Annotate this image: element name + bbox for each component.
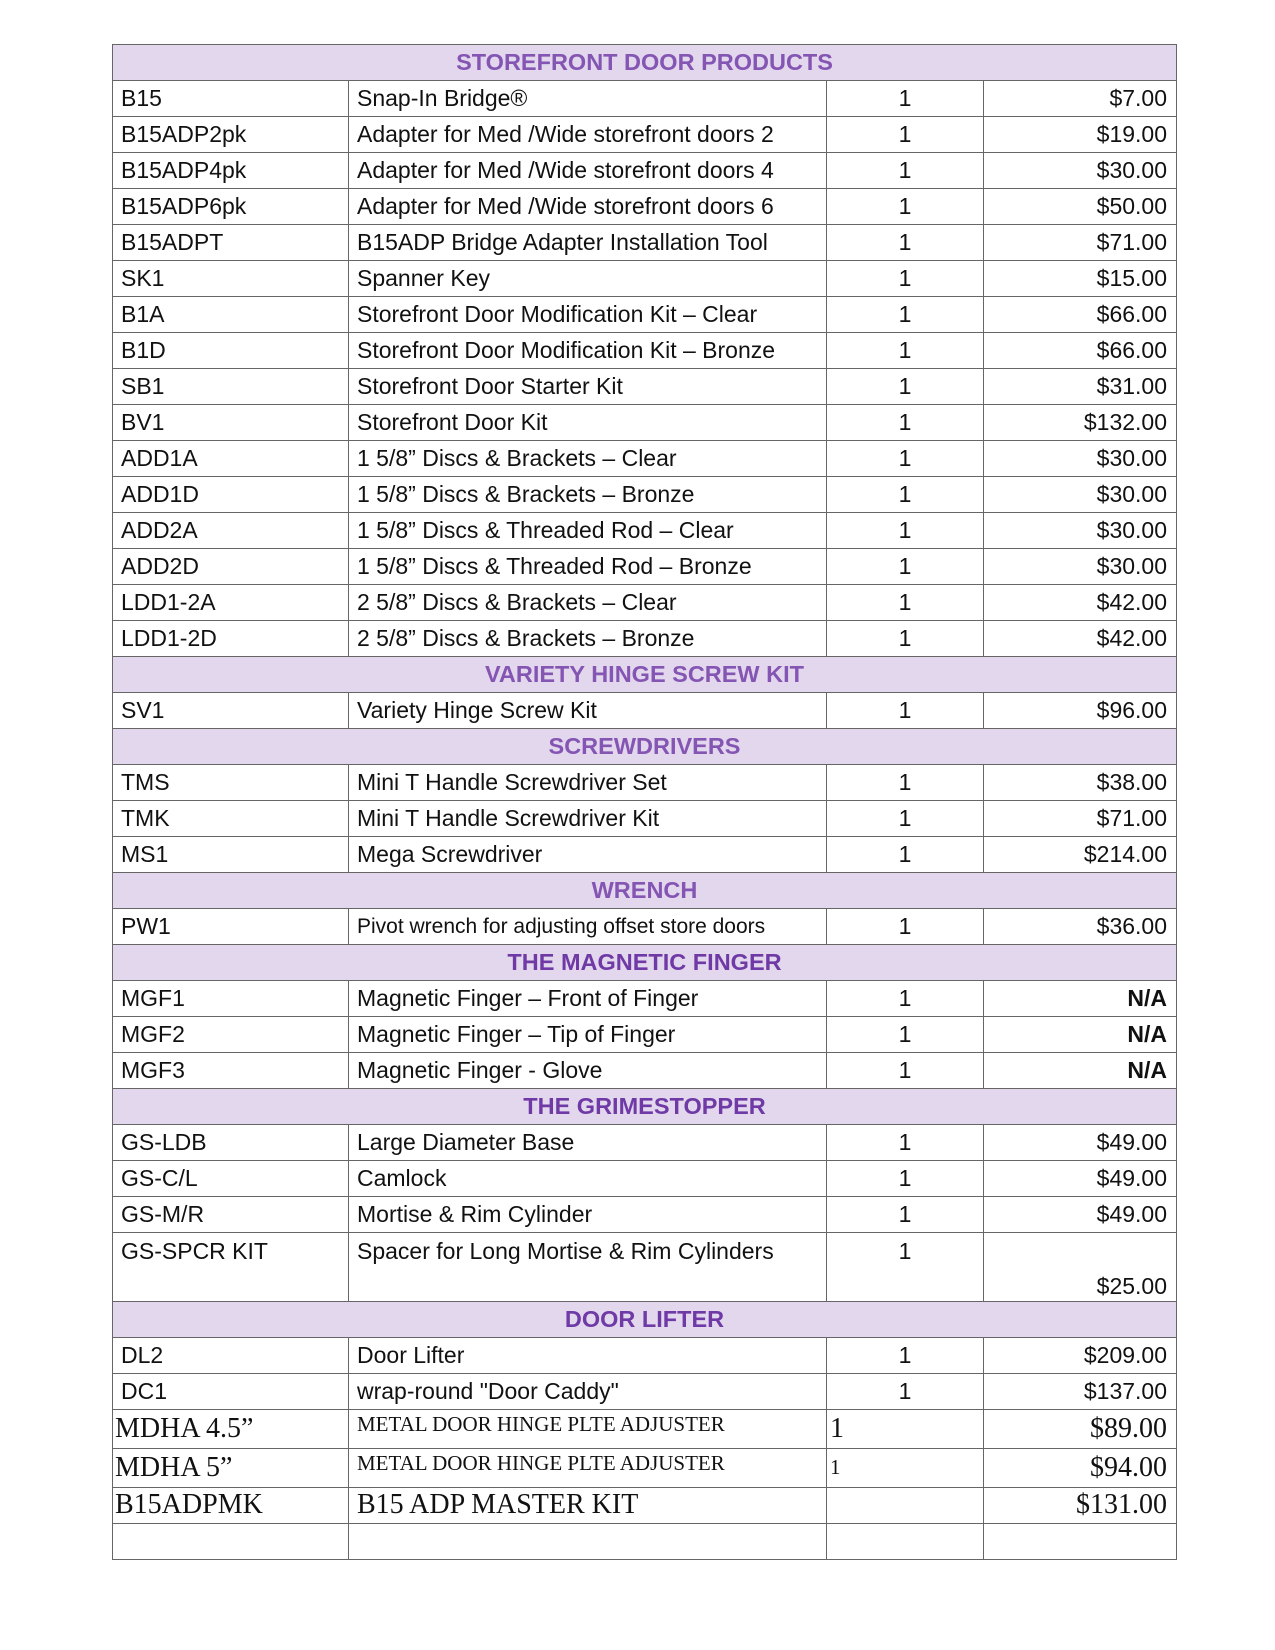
item-price: $30.00 bbox=[984, 513, 1177, 549]
price-list-document bbox=[112, 44, 1176, 1560]
item-qty: 1 bbox=[827, 693, 984, 729]
item-qty: 1 bbox=[827, 81, 984, 117]
table-row bbox=[113, 585, 1177, 621]
item-qty: 1 bbox=[827, 117, 984, 153]
item-qty: 1 bbox=[827, 801, 984, 837]
item-price: $30.00 bbox=[984, 153, 1177, 189]
section-header bbox=[113, 729, 1177, 765]
item-description: Spacer for Long Mortise & Rim Cylinders bbox=[349, 1233, 827, 1302]
item-code: B15ADPMK bbox=[113, 1488, 349, 1524]
item-price: $30.00 bbox=[984, 441, 1177, 477]
item-price: $25.00 bbox=[984, 1233, 1177, 1302]
item-qty: 1 bbox=[827, 585, 984, 621]
item-qty bbox=[827, 1488, 984, 1524]
item-qty: 1 bbox=[827, 1053, 984, 1089]
item-code: MS1 bbox=[113, 837, 349, 873]
table-row bbox=[113, 1488, 1177, 1524]
table-row bbox=[113, 549, 1177, 585]
item-description: Adapter for Med /Wide storefront doors 2 bbox=[349, 117, 827, 153]
item-code: MGF3 bbox=[113, 1053, 349, 1089]
item-price: $7.00 bbox=[984, 81, 1177, 117]
item-price: $36.00 bbox=[984, 909, 1177, 945]
item-price: $15.00 bbox=[984, 261, 1177, 297]
table-row bbox=[113, 1410, 1177, 1449]
item-price: $30.00 bbox=[984, 477, 1177, 513]
table-row bbox=[113, 981, 1177, 1017]
table-row bbox=[113, 1449, 1177, 1488]
item-code: LDD1-2A bbox=[113, 585, 349, 621]
item-price: $31.00 bbox=[984, 369, 1177, 405]
table-row bbox=[113, 225, 1177, 261]
item-description: Mega Screwdriver bbox=[349, 837, 827, 873]
item-qty: 1 bbox=[827, 1449, 984, 1488]
section-header bbox=[113, 945, 1177, 981]
item-description: Mini T Handle Screwdriver Set bbox=[349, 765, 827, 801]
table-row bbox=[113, 189, 1177, 225]
item-qty: 1 bbox=[827, 1374, 984, 1410]
table-row bbox=[113, 693, 1177, 729]
item-description: 2 5/8” Discs & Brackets – Clear bbox=[349, 585, 827, 621]
table-row bbox=[113, 1338, 1177, 1374]
item-qty: 1 bbox=[827, 1017, 984, 1053]
item-description: 1 5/8” Discs & Threaded Rod – Clear bbox=[349, 513, 827, 549]
item-description: Magnetic Finger – Front of Finger bbox=[349, 981, 827, 1017]
item-code: B15ADP2pk bbox=[113, 117, 349, 153]
item-code: MDHA 5” bbox=[113, 1449, 349, 1488]
item-description: Storefront Door Kit bbox=[349, 405, 827, 441]
item-price: $71.00 bbox=[984, 225, 1177, 261]
section-title: THE GRIMESTOPPER bbox=[113, 1089, 1177, 1125]
table-row bbox=[113, 1053, 1177, 1089]
item-code: B1D bbox=[113, 333, 349, 369]
item-code: B15ADP4pk bbox=[113, 153, 349, 189]
item-price: $96.00 bbox=[984, 693, 1177, 729]
item-qty: 1 bbox=[827, 225, 984, 261]
item-price: $49.00 bbox=[984, 1161, 1177, 1197]
item-description: 1 5/8” Discs & Threaded Rod – Bronze bbox=[349, 549, 827, 585]
item-code: BV1 bbox=[113, 405, 349, 441]
empty-cell bbox=[984, 1524, 1177, 1560]
item-description: Adapter for Med /Wide storefront doors 6 bbox=[349, 189, 827, 225]
item-code: ADD1D bbox=[113, 477, 349, 513]
section-title: THE MAGNETIC FINGER bbox=[113, 945, 1177, 981]
table-row bbox=[113, 477, 1177, 513]
item-description: Storefront Door Starter Kit bbox=[349, 369, 827, 405]
section-header bbox=[113, 657, 1177, 693]
item-description: Magnetic Finger – Tip of Finger bbox=[349, 1017, 827, 1053]
item-description: Snap-In Bridge® bbox=[349, 81, 827, 117]
section-header bbox=[113, 1302, 1177, 1338]
item-description: 1 5/8” Discs & Brackets – Clear bbox=[349, 441, 827, 477]
item-code: ADD2A bbox=[113, 513, 349, 549]
table-row bbox=[113, 1161, 1177, 1197]
item-qty: 1 bbox=[827, 477, 984, 513]
table-row bbox=[113, 1197, 1177, 1233]
item-price: $38.00 bbox=[984, 765, 1177, 801]
section-title: STOREFRONT DOOR PRODUCTS bbox=[113, 45, 1177, 81]
table-row bbox=[113, 1125, 1177, 1161]
item-price: $137.00 bbox=[984, 1374, 1177, 1410]
item-price: $30.00 bbox=[984, 549, 1177, 585]
item-code: PW1 bbox=[113, 909, 349, 945]
item-price: $94.00 bbox=[984, 1449, 1177, 1488]
item-description: B15ADP Bridge Adapter Installation Tool bbox=[349, 225, 827, 261]
section-header bbox=[113, 45, 1177, 81]
empty-cell bbox=[113, 1524, 349, 1560]
item-code: DC1 bbox=[113, 1374, 349, 1410]
item-description: Storefront Door Modification Kit – Clear bbox=[349, 297, 827, 333]
section-title: VARIETY HINGE SCREW KIT bbox=[113, 657, 1177, 693]
table-row bbox=[113, 1233, 1177, 1302]
table-row bbox=[113, 441, 1177, 477]
table-row bbox=[113, 837, 1177, 873]
item-description: Mortise & Rim Cylinder bbox=[349, 1197, 827, 1233]
item-price: N/A bbox=[984, 1017, 1177, 1053]
item-price: $209.00 bbox=[984, 1338, 1177, 1374]
item-qty: 1 bbox=[827, 1125, 984, 1161]
item-price: N/A bbox=[984, 981, 1177, 1017]
table-row bbox=[113, 621, 1177, 657]
section-title: DOOR LIFTER bbox=[113, 1302, 1177, 1338]
item-price: $49.00 bbox=[984, 1125, 1177, 1161]
item-code: SV1 bbox=[113, 693, 349, 729]
item-code: ADD1A bbox=[113, 441, 349, 477]
item-description: Adapter for Med /Wide storefront doors 4 bbox=[349, 153, 827, 189]
item-qty: 1 bbox=[827, 1410, 984, 1449]
table-row bbox=[113, 81, 1177, 117]
item-description: wrap-round "Door Caddy" bbox=[349, 1374, 827, 1410]
item-code: B1A bbox=[113, 297, 349, 333]
table-row bbox=[113, 369, 1177, 405]
item-qty: 1 bbox=[827, 1161, 984, 1197]
item-qty: 1 bbox=[827, 765, 984, 801]
item-description: Spanner Key bbox=[349, 261, 827, 297]
item-code: DL2 bbox=[113, 1338, 349, 1374]
item-description: Large Diameter Base bbox=[349, 1125, 827, 1161]
item-code: SB1 bbox=[113, 369, 349, 405]
item-code: GS-LDB bbox=[113, 1125, 349, 1161]
item-qty: 1 bbox=[827, 153, 984, 189]
item-code: B15 bbox=[113, 81, 349, 117]
item-qty: 1 bbox=[827, 513, 984, 549]
table-row bbox=[113, 1374, 1177, 1410]
item-qty: 1 bbox=[827, 261, 984, 297]
item-qty: 1 bbox=[827, 441, 984, 477]
item-price: $19.00 bbox=[984, 117, 1177, 153]
item-price: $66.00 bbox=[984, 333, 1177, 369]
table-row bbox=[113, 513, 1177, 549]
item-description: Magnetic Finger - Glove bbox=[349, 1053, 827, 1089]
item-code: SK1 bbox=[113, 261, 349, 297]
table-row bbox=[113, 153, 1177, 189]
table-row bbox=[113, 909, 1177, 945]
section-header bbox=[113, 873, 1177, 909]
section-title: SCREWDRIVERS bbox=[113, 729, 1177, 765]
item-price: $71.00 bbox=[984, 801, 1177, 837]
item-price: $214.00 bbox=[984, 837, 1177, 873]
item-qty: 1 bbox=[827, 1338, 984, 1374]
item-price: $42.00 bbox=[984, 621, 1177, 657]
item-price: $49.00 bbox=[984, 1197, 1177, 1233]
table-row bbox=[113, 297, 1177, 333]
item-price: $132.00 bbox=[984, 405, 1177, 441]
item-code: MGF2 bbox=[113, 1017, 349, 1053]
item-code: B15ADP6pk bbox=[113, 189, 349, 225]
item-price: $89.00 bbox=[984, 1410, 1177, 1449]
section-header bbox=[113, 1089, 1177, 1125]
table-row bbox=[113, 1017, 1177, 1053]
item-qty: 1 bbox=[827, 621, 984, 657]
item-description: Camlock bbox=[349, 1161, 827, 1197]
item-code: GS-C/L bbox=[113, 1161, 349, 1197]
table-row bbox=[113, 261, 1177, 297]
item-qty: 1 bbox=[827, 297, 984, 333]
item-qty: 1 bbox=[827, 1233, 984, 1302]
price-list-table bbox=[112, 44, 1177, 1560]
item-price: N/A bbox=[984, 1053, 1177, 1089]
item-code: MGF1 bbox=[113, 981, 349, 1017]
item-description: Storefront Door Modification Kit – Bronze bbox=[349, 333, 827, 369]
item-qty: 1 bbox=[827, 333, 984, 369]
item-code: LDD1-2D bbox=[113, 621, 349, 657]
empty-cell bbox=[349, 1524, 827, 1560]
item-code: TMK bbox=[113, 801, 349, 837]
empty-cell bbox=[827, 1524, 984, 1560]
table-row bbox=[113, 801, 1177, 837]
item-price: $50.00 bbox=[984, 189, 1177, 225]
item-description: Door Lifter bbox=[349, 1338, 827, 1374]
item-qty: 1 bbox=[827, 981, 984, 1017]
item-qty: 1 bbox=[827, 369, 984, 405]
item-code: ADD2D bbox=[113, 549, 349, 585]
item-price: $131.00 bbox=[984, 1488, 1177, 1524]
item-description: 1 5/8” Discs & Brackets – Bronze bbox=[349, 477, 827, 513]
empty-row bbox=[113, 1524, 1177, 1560]
item-code: MDHA 4.5” bbox=[113, 1410, 349, 1449]
item-description: Variety Hinge Screw Kit bbox=[349, 693, 827, 729]
table-row bbox=[113, 405, 1177, 441]
section-title: WRENCH bbox=[113, 873, 1177, 909]
item-qty: 1 bbox=[827, 837, 984, 873]
item-description: B15 ADP MASTER KIT bbox=[349, 1488, 827, 1524]
item-qty: 1 bbox=[827, 189, 984, 225]
item-price: $66.00 bbox=[984, 297, 1177, 333]
item-description: METAL DOOR HINGE PLTE ADJUSTER bbox=[349, 1449, 827, 1488]
table-row bbox=[113, 333, 1177, 369]
item-code: GS-M/R bbox=[113, 1197, 349, 1233]
item-code: GS-SPCR KIT bbox=[113, 1233, 349, 1302]
table-row bbox=[113, 117, 1177, 153]
item-description: METAL DOOR HINGE PLTE ADJUSTER bbox=[349, 1410, 827, 1449]
item-description: Mini T Handle Screwdriver Kit bbox=[349, 801, 827, 837]
item-qty: 1 bbox=[827, 549, 984, 585]
item-qty: 1 bbox=[827, 909, 984, 945]
table-row bbox=[113, 765, 1177, 801]
item-description: 2 5/8” Discs & Brackets – Bronze bbox=[349, 621, 827, 657]
item-code: TMS bbox=[113, 765, 349, 801]
item-price: $42.00 bbox=[984, 585, 1177, 621]
item-qty: 1 bbox=[827, 405, 984, 441]
item-description: Pivot wrench for adjusting offset store doors bbox=[349, 909, 827, 945]
item-code: B15ADPT bbox=[113, 225, 349, 261]
item-qty: 1 bbox=[827, 1197, 984, 1233]
